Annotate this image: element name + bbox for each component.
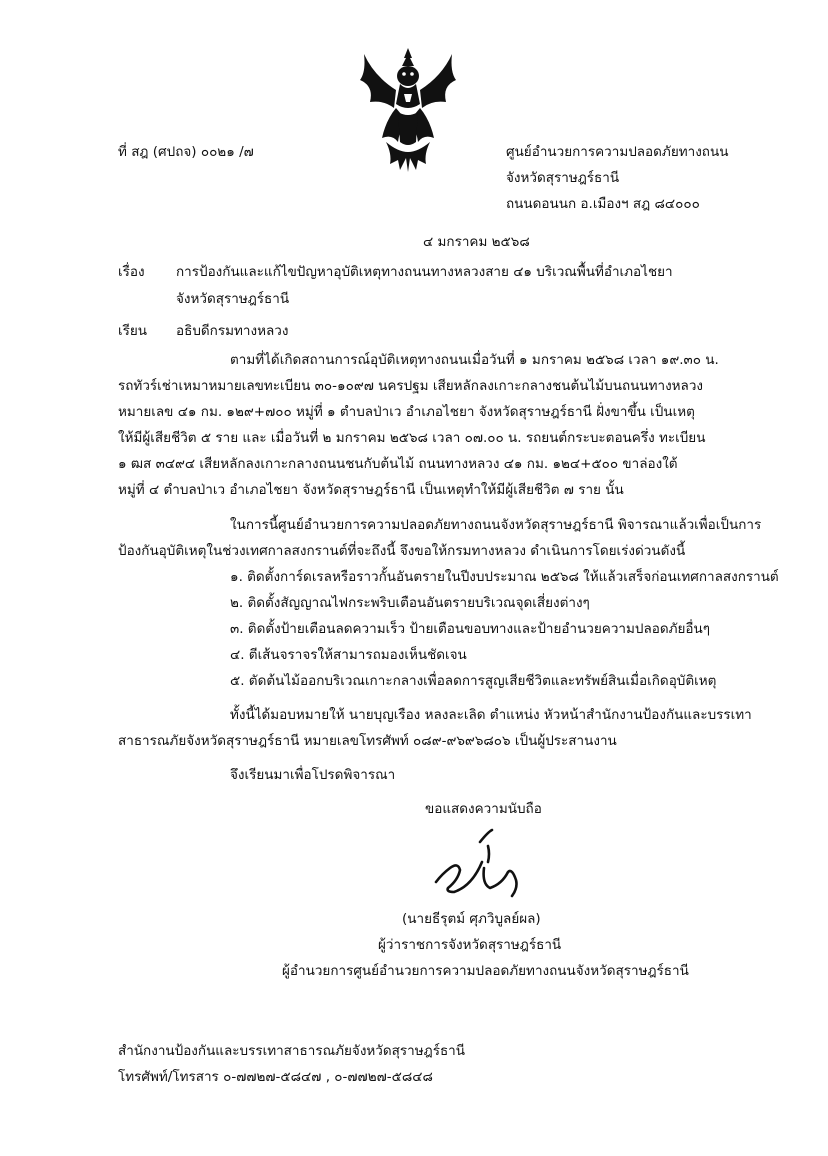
- para3-line: สาธารณภัยจังหวัดสุราษฎร์ธานี หมายเลขโทรศัพท์ ๐๘๙-๙๖๙๖๘๐๖ เป็นผู้ประสานงาน: [118, 733, 617, 749]
- reference-number: ที่ สฎ (ศปถจ) ๐๐๒๑ /๗: [118, 144, 254, 160]
- footer-office: สำนักงานป้องกันและบรรเทาสาธารณภัยจังหวัดสุราษฎร์ธานี: [118, 1043, 465, 1059]
- handwritten-signature: [428, 822, 528, 902]
- request-item: ๒. ติดตั้งสัญญาณไฟกระพริบเตือนอันตรายบริเวณจุดเสี่ยงต่างๆ: [230, 595, 590, 611]
- para2-line: ป้องกันอุบัติเหตุในช่วงเทศกาลสงกรานต์ที่จะถึงนี้ จึงขอให้กรมทางหลวง ดำเนินการโดยเร่งด่วนดังนี้: [118, 543, 686, 559]
- request-item: ๕. ตัดต้นไม้ออกบริเวณเกาะกลางเพื่อลดการสูญเสียชีวิตและทรัพย์สินเมื่อเกิดอุบัติเหตุ: [230, 673, 717, 689]
- para1-line: หมายเลข ๔๑ กม. ๑๒๙+๗๐๐ หมู่ที่ ๑ ตำบลป่าเว อำเภอไชยา จังหวัดสุราษฎร์ธานี ฝั่งขาขึ้น เป็นเหตุ: [118, 404, 695, 420]
- salutation-text: อธิบดีกรมทางหลวง: [176, 323, 289, 339]
- office-province: จังหวัดสุราษฎร์ธานี: [506, 170, 620, 186]
- para1-line: ๑ ฒส ๓๔๙๔ เสียหลักลงเกาะกลางถนนชนกับต้นไม้ ถนนทางหลวง ๔๑ กม. ๑๒๔+๕๐๐ ขาล่องใต้: [118, 456, 678, 472]
- office-address: ถนนดอนนก อ.เมืองฯ สฎ ๘๔๐๐๐: [506, 196, 700, 212]
- subject-label: เรื่อง: [118, 264, 145, 280]
- para1-line: รถทัวร์เช่าเหมาหมายเลขทะเบียน ๓๐-๑๐๙๗ นครปฐม เสียหลักลงเกาะกลางชนต้นไม้บนถนนทางหลวง: [118, 378, 704, 394]
- para1-line: ให้มีผู้เสียชีวิต ๕ ราย และ เมื่อวันที่ ๒ มกราคม ๒๕๖๘ เวลา ๐๗.๐๐ น. รถยนต์กระบะตอนครึ่ง ทะเบียน: [118, 430, 706, 446]
- request-item: ๔. ตีเส้นจราจรให้สามารถมองเห็นชัดเจน: [230, 647, 467, 663]
- closing-line: จึงเรียนมาเพื่อโปรดพิจารณา: [230, 767, 396, 783]
- request-item: ๑. ติดตั้งการ์ดเรลหรือราวกั้นอันตรายในปีงบประมาณ ๒๕๖๘ ให้แล้วเสร็จก่อนเทศกาลสงกรานต์: [230, 569, 779, 585]
- request-item: ๓. ติดตั้งป้ายเตือนลดความเร็ว ป้ายเตือนขอบทางและป้ายอำนวยความปลอดภัยอื่นๆ: [230, 621, 711, 637]
- para3-line: ทั้งนี้ได้มอบหมายให้ นายบุญเรือง หลงละเลิด ตำแหน่ง หัวหน้าสำนักงานป้องกันและบรรเทา: [230, 707, 752, 723]
- signatory-name: (นายธีรุตม์ ศุภวิบูลย์ผล): [402, 911, 541, 927]
- regards-text: ขอแสดงความนับถือ: [425, 801, 542, 817]
- signatory-title-1: ผู้ว่าราชการจังหวัดสุราษฎร์ธานี: [378, 937, 562, 953]
- garuda-emblem-icon: [356, 46, 460, 178]
- para1-line: หมู่ที่ ๔ ตำบลป่าเว อำเภอไชยา จังหวัดสุราษฎร์ธานี เป็นเหตุทำให้มีผู้เสียชีวิต ๗ ราย นั้น: [118, 482, 624, 498]
- office-name: ศูนย์อำนวยการความปลอดภัยทางถนน: [506, 144, 729, 160]
- subject-line-2: จังหวัดสุราษฎร์ธานี: [176, 291, 290, 307]
- letter-date: ๔ มกราคม ๒๕๖๘: [423, 234, 530, 250]
- subject-line-1: การป้องกันและแก้ไขปัญหาอุบัติเหตุทางถนนทางหลวงสาย ๔๑ บริเวณพื้นที่อำเภอไชยา: [176, 264, 673, 280]
- signatory-title-2: ผู้อำนวยการศูนย์อำนวยการความปลอดภัยทางถนนจังหวัดสุราษฎร์ธานี: [282, 963, 689, 979]
- footer-phone: โทรศัพท์/โทรสาร ๐-๗๗๒๗-๕๘๔๗ , ๐-๗๗๒๗-๕๘๔๘: [118, 1069, 433, 1085]
- salutation-label: เรียน: [118, 323, 148, 339]
- para2-line: ในการนี้ศูนย์อำนวยการความปลอดภัยทางถนนจังหวัดสุราษฎร์ธานี พิจารณาแล้วเพื่อเป็นการ: [230, 517, 762, 533]
- para1-line: ตามที่ได้เกิดสถานการณ์อุบัติเหตุทางถนนเมื่อวันที่ ๑ มกราคม ๒๕๖๘ เวลา ๑๙.๓๐ น.: [230, 352, 719, 368]
